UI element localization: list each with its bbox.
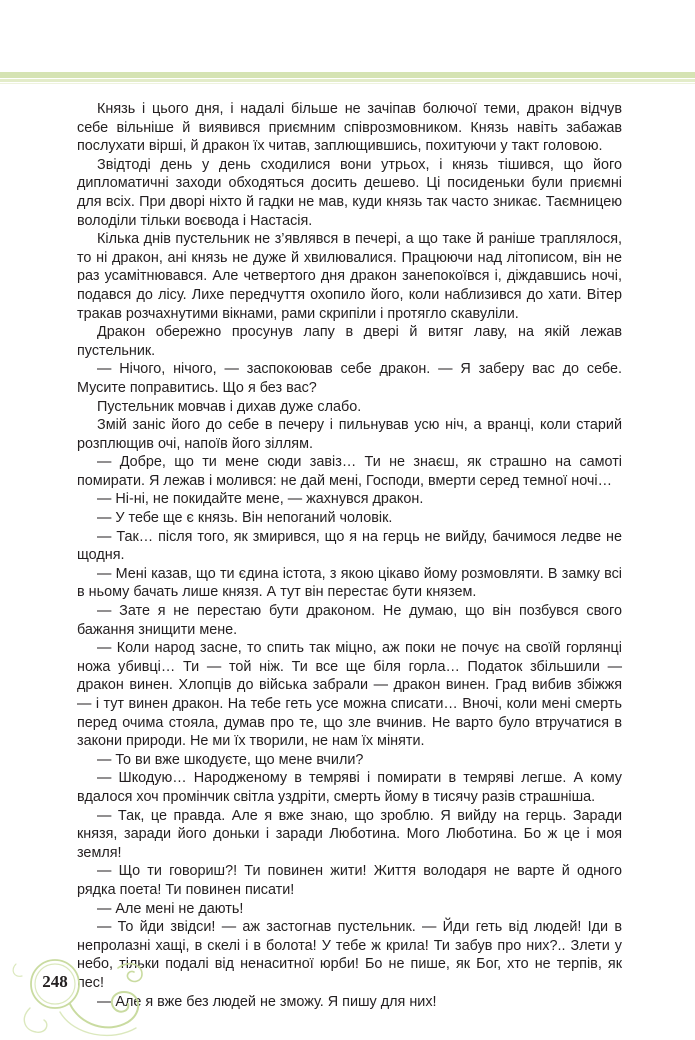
- paragraph: — Шкодую… Народженому в темряві і помирати в темряві легше. А кому вдалося хоч промінчик світла уздріти, смерть йому в тисячу разів страшніша.: [77, 770, 622, 805]
- header-stripe: [0, 72, 695, 78]
- paragraph: — Що ти говориш?! Ти повинен жити! Життя володаря не варте й одного рядка поета! Ти повинен писати!: [77, 863, 622, 898]
- paragraph: Князь і цього дня, і надалі більше не зачіпав болючої теми, дракон відчув себе вільніше й виявився приємним співрозмовником. Князь навіть забажав послухати вірші, й дракон їх читав, заплющившись, похитуючи у такт головою.: [77, 101, 622, 155]
- paragraph: — Так, це правда. Але я вже знаю, що зроблю. Я вийду на герць. Заради князя, заради його доньки і заради Люботина. Мого Люботина. Бо ж це і моя земля!: [77, 807, 622, 861]
- paragraph: — То йди звідси! — аж застогнав пустельник. — Йди геть від людей! Іди в непролазні хащі, в скелі і в болота! У тебе ж крила! Ти забув про них?.. Злети у небо, тільки подалі від ненаситної юрби! Бо не пише, як Бог, хто не терпів, як пес!: [77, 919, 622, 991]
- paragraph: — То ви вже шкодуєте, що мене вчили?: [97, 751, 364, 768]
- paragraph: — Але я вже без людей не зможу. Я пишу для них!: [97, 993, 437, 1010]
- page-footer: [0, 950, 200, 1040]
- paragraph: — Так… після того, як змирився, що я на герць не вийду, бачимося ледве не щодня.: [77, 528, 622, 564]
- paragraph: — Добре, що ти мене сюди завіз… Ти не знаєш, як страшно на самоті помирати. Я лежав і молився: не дай мені, Господи, вмерти серед темної ночі…: [77, 454, 622, 489]
- paragraph: Кілька днів пустельник не з’являвся в печері, а що таке й раніше траплялося, то ні дракон, ані князь не дуже й хвилювалися. Працюючи над літописом, він не раз усамітнювався. Але четвертого дня дракон занепокоївся і, діждавшись ночі, подався до лісу. Лихе передчуття охопило його, коли наблизився до хати. Вітер тракав розчахнутими вікнами, рами скрипіли і протягло скавуліли.: [77, 231, 622, 322]
- swirl-ornament-icon: [0, 950, 200, 1040]
- paragraph: — Нічого, нічого, — заспокоював себе дракон. — Я заберу вас до себе. Мусите поправитись. Що я без вас?: [77, 361, 622, 396]
- paragraph: — Зате я не перестаю бути драконом. Не думаю, що він позбувся свого бажання знищити мене.: [77, 603, 622, 638]
- paragraph: — Мені казав, що ти єдина істота, з якою цікаво йому розмовляти. В замку всі в ньому бачать лише князя. А тут він перестає бути князем.: [77, 565, 622, 601]
- paragraph: — Коли народ засне, то спить так міцно, аж поки не почує на своїй горлянці ножа убивці… Ти — той ніж. Ти все ще біля горла… Податок збільшили — дракон винен. Хлопців до війська забрали — дракон винен. Град вибив збіжжя — і тут винен дракон. На тебе геть усе можна списати… Вночі, коли мені смерть перед очима стояла, думав про те, що зле вчинив. Не варто було втручатися в закони природи. Не ми їх творили, не нам їх міняти.: [77, 640, 622, 750]
- paragraph: Пустельник мовчав і дихав дуже слабо.: [97, 398, 362, 415]
- header-stripe: [0, 79, 695, 82]
- paragraph: Змій заніс його до себе в печеру і пильнував усю ніч, а вранці, коли старий розплющив очі, напоїв його зіллям.: [77, 417, 622, 452]
- paragraph: — Ні-ні, не покидайте мене, — жахнувся дракон.: [97, 491, 424, 508]
- text-column: [77, 100, 622, 1011]
- header-stripe: [0, 83, 695, 84]
- paragraph: Дракон обережно просунув лапу в двері й витяг лаву, на якій лежав пустельник.: [77, 324, 622, 359]
- paragraph: — Але мені не дають!: [97, 900, 244, 917]
- paragraph: — У тебе ще є князь. Він непоганий чоловік.: [97, 510, 393, 527]
- page-number: 248: [42, 972, 68, 991]
- paragraph: Звідтоді день у день сходилися вони утрьох, і князь тішився, що його дипломатичні заходи обходяться досить дешево. Ці посиденьки були приємні для всіх. При дворі ніхто й гадки не мав, куди князь так часто зникає. Таємницею володіли тільки воєвода і Настасія.: [77, 156, 622, 229]
